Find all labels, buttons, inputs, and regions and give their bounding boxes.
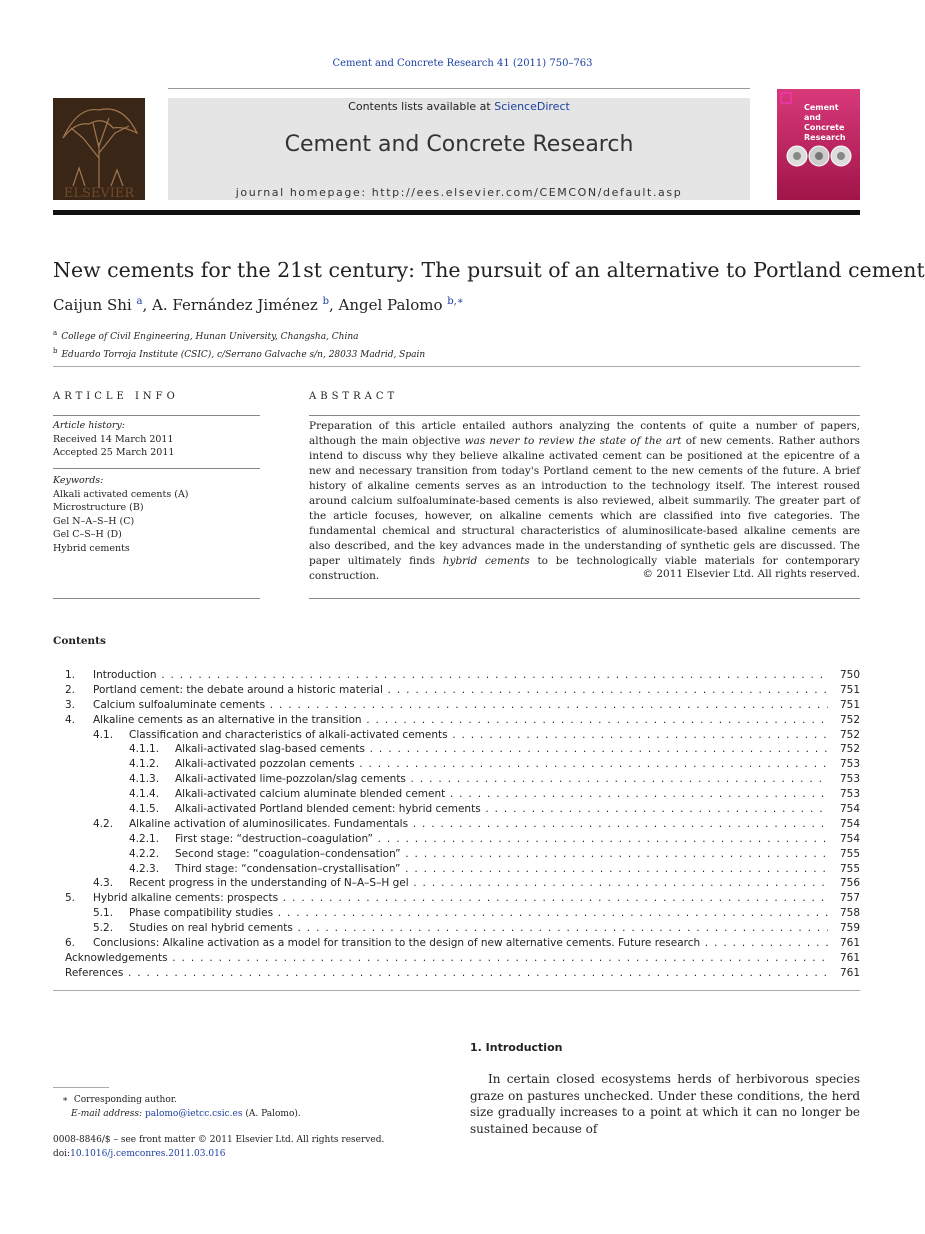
contents-available-line: Contents lists available at ScienceDirect <box>348 100 570 113</box>
divider <box>309 415 860 416</box>
toc-entry[interactable]: 4.2.2. Second stage: “coagulation–condensation” . . . 755 <box>53 847 860 862</box>
toc-entry[interactable]: 6. Conclusions: Alkaline activation as a model for transition to the design of new alternative cements. Future research . . . 761 <box>53 936 860 951</box>
toc-entry[interactable]: 1. Introduction . . . 750 <box>53 668 860 683</box>
toc-entry[interactable]: 5.2. Studies on real hybrid cements . . . 759 <box>53 921 860 936</box>
journal-citation[interactable]: Cement and Concrete Research 41 (2011) 750–763 <box>332 58 593 69</box>
toc-entry[interactable]: 4.1.5. Alkali-activated Portland blended cement: hybrid cements . . . 754 <box>53 802 860 817</box>
toc-entry[interactable]: 4.2.3. Third stage: “condensation–crystallisation” . . . 755 <box>53 862 860 877</box>
homepage-url[interactable]: http://ees.elsevier.com/CEMCON/default.asp <box>371 186 683 199</box>
toc-entry[interactable]: 4.1. Classification and characteristics of alkali-activated cements . . . 752 <box>53 728 860 743</box>
toc-entry[interactable]: 4.2.1. First stage: “destruction–coagulation” . . . 754 <box>53 832 860 847</box>
divider <box>53 468 260 469</box>
divider <box>53 598 260 599</box>
keywords-label: Keywords: <box>53 475 104 486</box>
table-of-contents <box>53 668 860 981</box>
elsevier-logo <box>53 98 145 200</box>
toc-entry[interactable]: 4.1.3. Alkali-activated lime-pozzolan/slag cements . . . 753 <box>53 772 860 787</box>
keyword: Hybrid cements <box>53 542 130 554</box>
toc-entry[interactable]: 5. Hybrid alkaline cements: prospects . . . 757 <box>53 891 860 906</box>
journal-title: Cement and Concrete Research <box>284 132 634 157</box>
contents-heading: Contents <box>53 635 106 647</box>
author-affiliation-link[interactable]: b <box>322 296 329 307</box>
issn-line: 0008-8846/$ – see front matter © 2011 Elsevier Ltd. All rights reserved. <box>53 1135 385 1145</box>
toc-entry[interactable]: References . . . 761 <box>53 966 860 981</box>
abstract-heading: ABSTRACT <box>309 391 399 402</box>
toc-entry[interactable]: Acknowledgements . . . 761 <box>53 951 860 966</box>
author-name: Angel Palomo <box>338 296 443 314</box>
toc-entry[interactable]: 2. Portland cement: the debate around a historic material . . . 751 <box>53 683 860 698</box>
toc-entry[interactable]: 5.1. Phase compatibility studies . . . 758 <box>53 906 860 921</box>
journal-cover-image <box>777 89 860 200</box>
elsevier-tree-icon <box>53 98 145 200</box>
toc-entry[interactable]: 4.1.1. Alkali-activated slag-based cements . . . 752 <box>53 742 860 757</box>
received-date: Received 14 March 2011 <box>53 433 174 445</box>
keywords-block <box>53 474 189 555</box>
history-label: Article history: <box>53 420 125 431</box>
toc-entry[interactable]: 4.3. Recent progress in the understanding of N–A–S–H gel . . . 756 <box>53 876 860 891</box>
email-link[interactable]: palomo@ietcc.csic.es <box>144 1108 243 1119</box>
toc-entry[interactable]: 4.2. Alkaline activation of aluminosilicates. Fundamentals . . . 754 <box>53 817 860 832</box>
article-history <box>53 419 174 460</box>
article-info-heading: ARTICLE INFO <box>53 391 179 402</box>
abstract-text: Preparation of this article entailed authors analyzing the contents of quite a number of papers, although the main objective was never to review the state of the art of new cements. Rather authors intend to discuss why they believe alkaline activated cement can be positioned at the epicentre of a new and necessary transition from today's Portland cement to the new cements of the future. A brief history of alkaline cements serves as an introduction to the technology itself. The interest roused around calcium sulfoaluminate-based cements is also reviewed, albeit summarily. The greater part of the article focuses, however, on alkaline cements which are classified into five categories. The fundamental chemical and structural characteristics of aluminosilicate-based alkaline cements are also described, and the key advances made in the understanding of synthetic gels are discussed. The paper ultimately finds hybrid cements to be technologically viable materials for contemporary construction. <box>309 420 860 582</box>
divider <box>53 415 260 416</box>
author-name: Caijun Shi <box>53 296 132 314</box>
introduction-heading: 1. Introduction <box>470 1041 563 1054</box>
author-list: Caijun Shi $^a$, A. Fernández Jiménez $^b$, Angel Palomo $^{b,∗}$ <box>53 296 464 314</box>
divider <box>309 598 860 599</box>
author-affiliation-link[interactable]: a <box>136 296 143 307</box>
front-matter: 0008-8846/$ – see front matter © 2011 Elsevier Ltd. All rights reserved. doi:10.1016/j.cemconres.2011.03.016 <box>53 1135 385 1159</box>
corresponding-author-footnote: ∗ Corresponding author. E-mail address: palomo@ietcc.csic.es (A. Palomo). <box>62 1095 301 1119</box>
footnote-rule <box>53 1087 109 1088</box>
divider <box>53 990 860 991</box>
introduction-text: In certain closed ecosystems herds of herbivorous species graze on pastures unchecked. Under these conditions, the herd size gradually increases to a point at which it can no longer be sustained because of <box>470 1072 860 1136</box>
keyword: Microstructure (B) <box>53 502 144 513</box>
toc-entry[interactable]: 4.1.2. Alkali-activated pozzolan cements . . . 753 <box>53 757 860 772</box>
toc-entry[interactable]: 4. Alkaline cements as an alternative in the transition . . . 752 <box>53 713 860 728</box>
header-divider <box>168 88 750 89</box>
cover-title: Cement and Concrete Research <box>804 103 846 142</box>
affiliations <box>53 326 425 362</box>
header-thick-rule <box>53 210 860 215</box>
toc-entry[interactable]: 4.1.4. Alkali-activated calcium aluminate blended cement . . . 753 <box>53 787 860 802</box>
toc-entry[interactable]: 3. Calcium sulfoaluminate cements . . . 751 <box>53 698 860 713</box>
keyword: Gel N–A–S–H (C) <box>53 515 135 527</box>
journal-homepage: journal homepage: http://ees.elsevier.com/CEMCON/default.asp <box>235 186 683 199</box>
affiliation-line: $^b$ Eduardo Torroja Institute (CSIC), c/Serrano Galvache s/n, 28033 Madrid, Spain <box>53 347 426 360</box>
author-name: A. Fernández Jiménez <box>152 296 318 314</box>
keyword: Alkali activated cements (A) <box>53 488 189 500</box>
sciencedirect-link[interactable]: ScienceDirect <box>494 100 570 113</box>
copyright-notice: © 2011 Elsevier Ltd. All rights reserved. <box>642 568 860 580</box>
paper-title: New cements for the 21st century: The pursuit of an alternative to Portland cement <box>53 258 925 282</box>
doi-link[interactable]: 10.1016/j.cemconres.2011.03.016 <box>70 1148 226 1159</box>
keyword: Gel C–S–H (D) <box>53 529 122 540</box>
affiliation-line: $^a$ College of Civil Engineering, Hunan University, Changsha, China <box>53 329 359 342</box>
author-affiliation-link[interactable]: b,∗ <box>447 296 464 307</box>
svg-text:ELSEVIER: ELSEVIER <box>63 186 135 200</box>
divider <box>53 366 860 367</box>
accepted-date: Accepted 25 March 2011 <box>53 447 175 458</box>
